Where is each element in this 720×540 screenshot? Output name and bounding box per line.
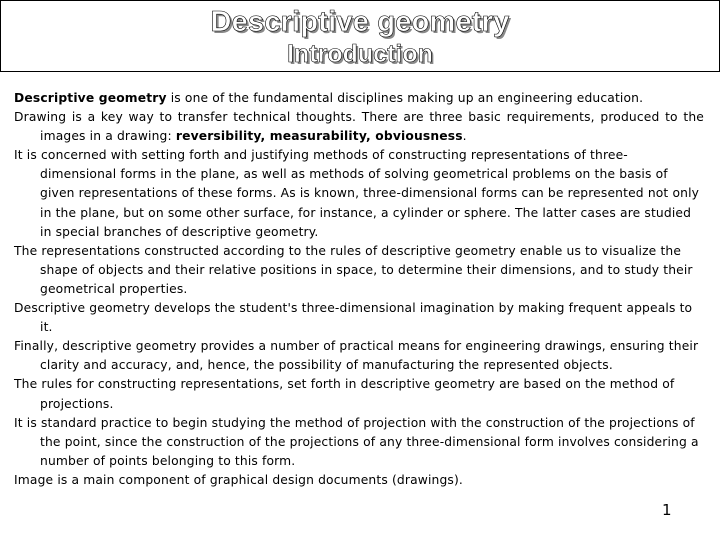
paragraph-image-component: Image is a main component of graphical design documents (drawings).	[14, 472, 463, 487]
paragraph-representations: The representations constructed according to the rules of descriptive geometry enable us to visualize the shape of objects and their relative positions in space, to determine their dimensions, and to study their geometrical properties.	[14, 243, 693, 296]
paragraph-point-projection: It is standard practice to begin studying the method of projection with the construction of the projections of the point, since the construction of the projections of any three-dimensional form involves considering a number of points belonging to this form.	[14, 415, 699, 468]
paragraph-practical-means: Finally, descriptive geometry provides a number of practical means for engineering drawings, ensuring their clarity and accuracy, and, hence, the possibility of manufacturing the represented objects.	[14, 339, 699, 373]
paragraph-text: .	[462, 129, 467, 144]
paragraph-definition	[14, 89, 704, 108]
paragraph-methods: It is concerned with setting forth and justifying methods of constructing representations of three-dimensional forms in the plane, as well as methods of solving geometrical problems on the basis of given representations of these forms. As is known, three-dimensional forms can be represented not only in the plane, but on some other surface, for instance, a cylinder or sphere. The latter cases are studied in special branches of descriptive geometry.	[14, 148, 700, 239]
page-title: Descriptive geometry	[210, 6, 510, 38]
page-subtitle: Introduction	[287, 40, 433, 68]
page-number: 1	[662, 501, 672, 519]
bold-lead-term: Descriptive geometry	[14, 91, 167, 105]
paragraph-projections-rules: The rules for constructing representations, set forth in descriptive geometry are based on the method of projections.	[14, 377, 675, 411]
paragraph-text: Drawing is a key way to transfer technical thoughts. There are three basic requirements, produced to the images in a drawing:	[14, 110, 704, 144]
title-box	[0, 0, 720, 72]
paragraph-requirements	[14, 108, 704, 146]
paragraph-text: is one of the fundamental disciplines making up an engineering education.	[166, 91, 644, 105]
bold-requirements: reversibility, measurability, obviousness	[175, 129, 463, 144]
body-text	[14, 89, 704, 490]
paragraph-imagination: Descriptive geometry develops the student's three-dimensional imagination by making frequent appeals to it.	[14, 301, 693, 335]
